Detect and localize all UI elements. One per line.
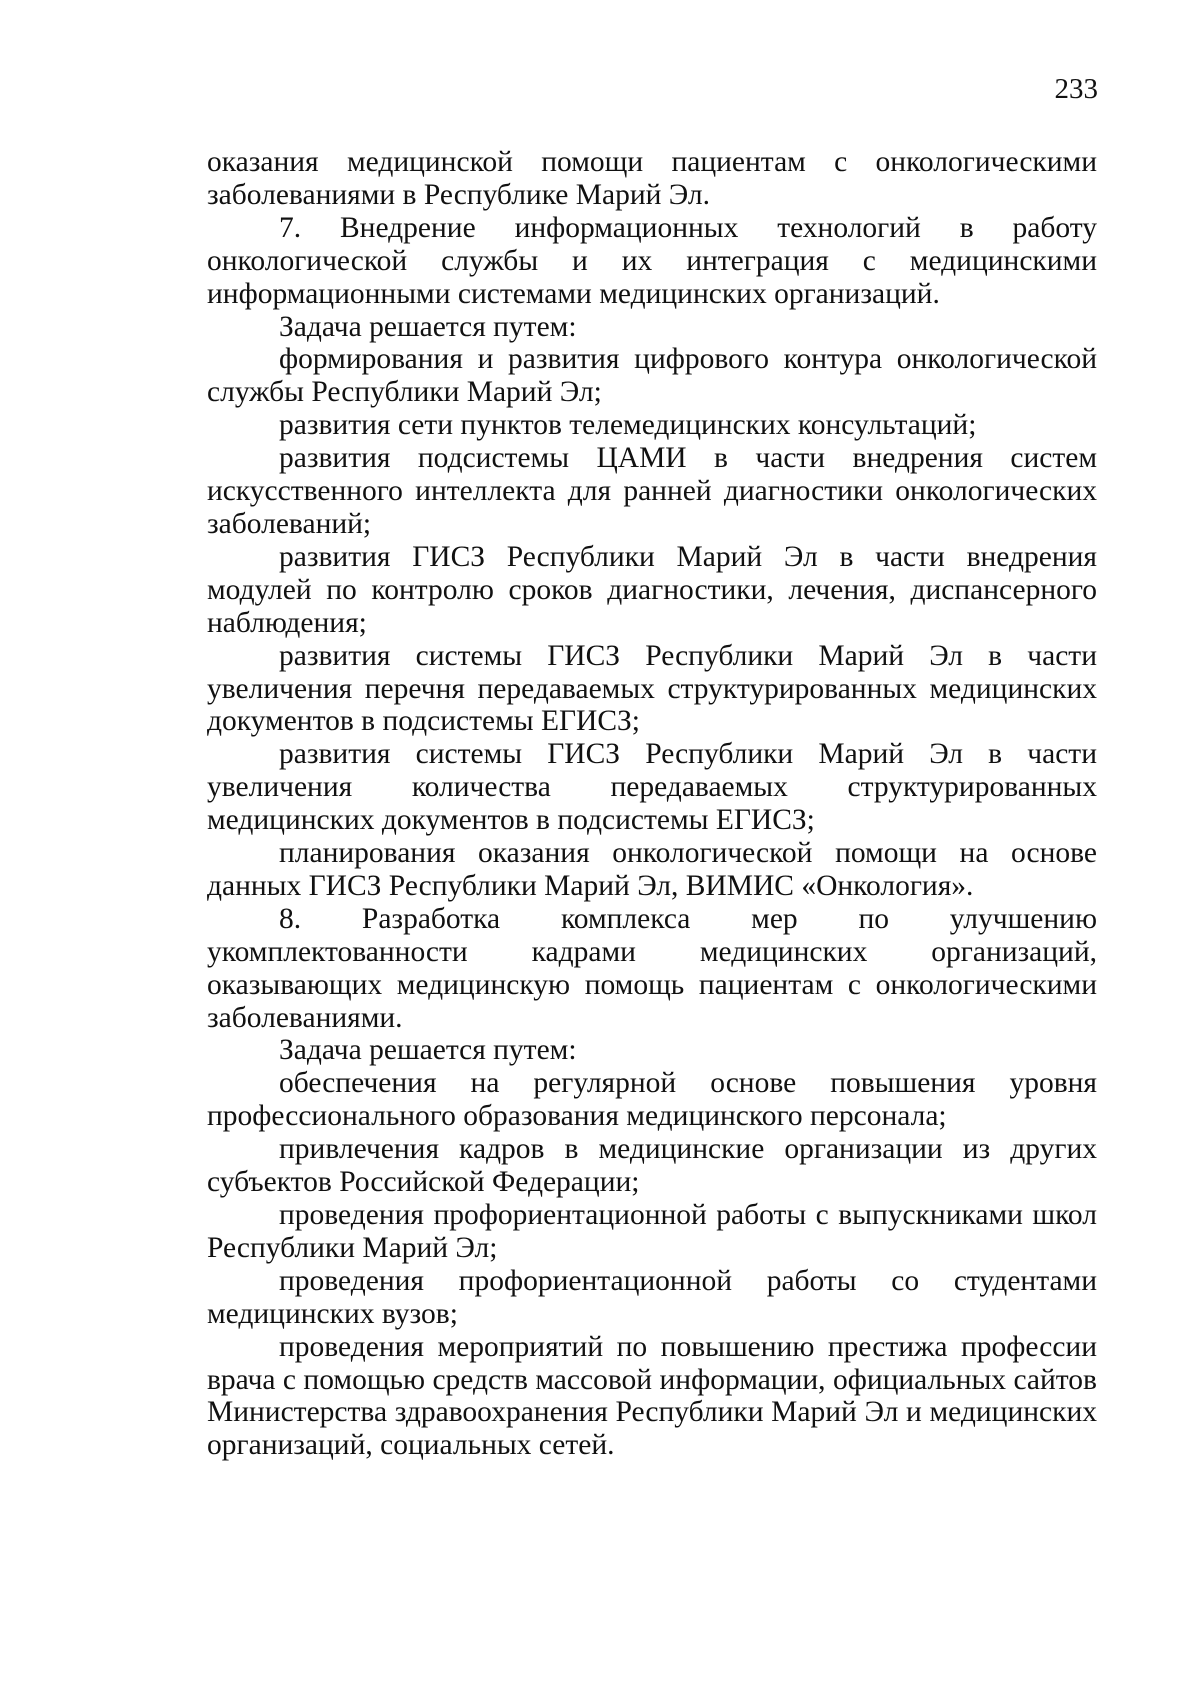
paragraph-task-7-item: развития системы ГИСЗ Республики Марий Эл в части увеличения перечня передаваемых структурированных медицинских документов в подсистемы ЕГИСЗ; — [207, 639, 1097, 738]
paragraph-task-7-heading: 7. Внедрение информационных технологий в работу онкологической службы и их интеграция с медицинскими информационными системами медицинских организаций. — [207, 211, 1097, 310]
paragraph-task-7-item: планирования оказания онкологической помощи на основе данных ГИСЗ Республики Марий Эл, ВИМИС «Онкология». — [207, 837, 1097, 902]
paragraph-task-8-intro: Задача решается путем: — [279, 1034, 577, 1067]
paragraph-task-8-heading: 8. Разработка комплекса мер по улучшению укомплектованности кадрами медицинских организаций, оказывающих медицинскую помощь пациентам с онкологическими заболеваниями. — [207, 902, 1097, 1034]
paragraph-task-8-item: привлечения кадров в медицинские организации из других субъектов Российской Федерации; — [207, 1133, 1097, 1199]
paragraph-task-7-item: развития системы ГИСЗ Республики Марий Эл в части увеличения количества передаваемых структурированных медицинских документов в подсистемы ЕГИСЗ; — [207, 738, 1097, 837]
paragraph-task-7-intro: Задача решается путем: — [279, 310, 577, 343]
paragraph-task-8-item: проведения профориентационной работы с выпускниками школ Республики Марий Эл; — [207, 1199, 1097, 1264]
paragraph-task-7-item: развития подсистемы ЦАМИ в части внедрения систем искусственного интеллекта для ранней диагностики онкологических заболеваний; — [207, 442, 1097, 540]
paragraph-task-8-item: проведения профориентационной работы со студентами медицинских вузов; — [207, 1264, 1097, 1330]
paragraph-task-7-item: развития ГИСЗ Республики Марий Эл в части внедрения модулей по контролю сроков диагностики, лечения, диспансерного наблюдения; — [207, 540, 1097, 639]
paragraph-task-7-item: формирования и развития цифрового контура онкологической службы Республики Марий Эл; — [207, 343, 1097, 409]
paragraph-task-8-item: проведения мероприятий по повышению престижа профессии врача с помощью средств массовой информации, официальных сайтов Министерства здравоохранения Республики Марий Эл и медицинских организаций, социальных сетей. — [207, 1330, 1097, 1462]
paragraph-task-8-item: обеспечения на регулярной основе повышения уровня профессионального образования медицинского персонала; — [207, 1067, 1097, 1133]
paragraph-task-7-item: развития сети пунктов телемедицинских консультаций; — [279, 409, 977, 442]
document-body — [207, 146, 1097, 1462]
paragraph-continuation: оказания медицинской помощи пациентам с онкологическими заболеваниями в Республике Марий Эл. — [207, 146, 1097, 211]
page-number: 233 — [1054, 73, 1098, 105]
